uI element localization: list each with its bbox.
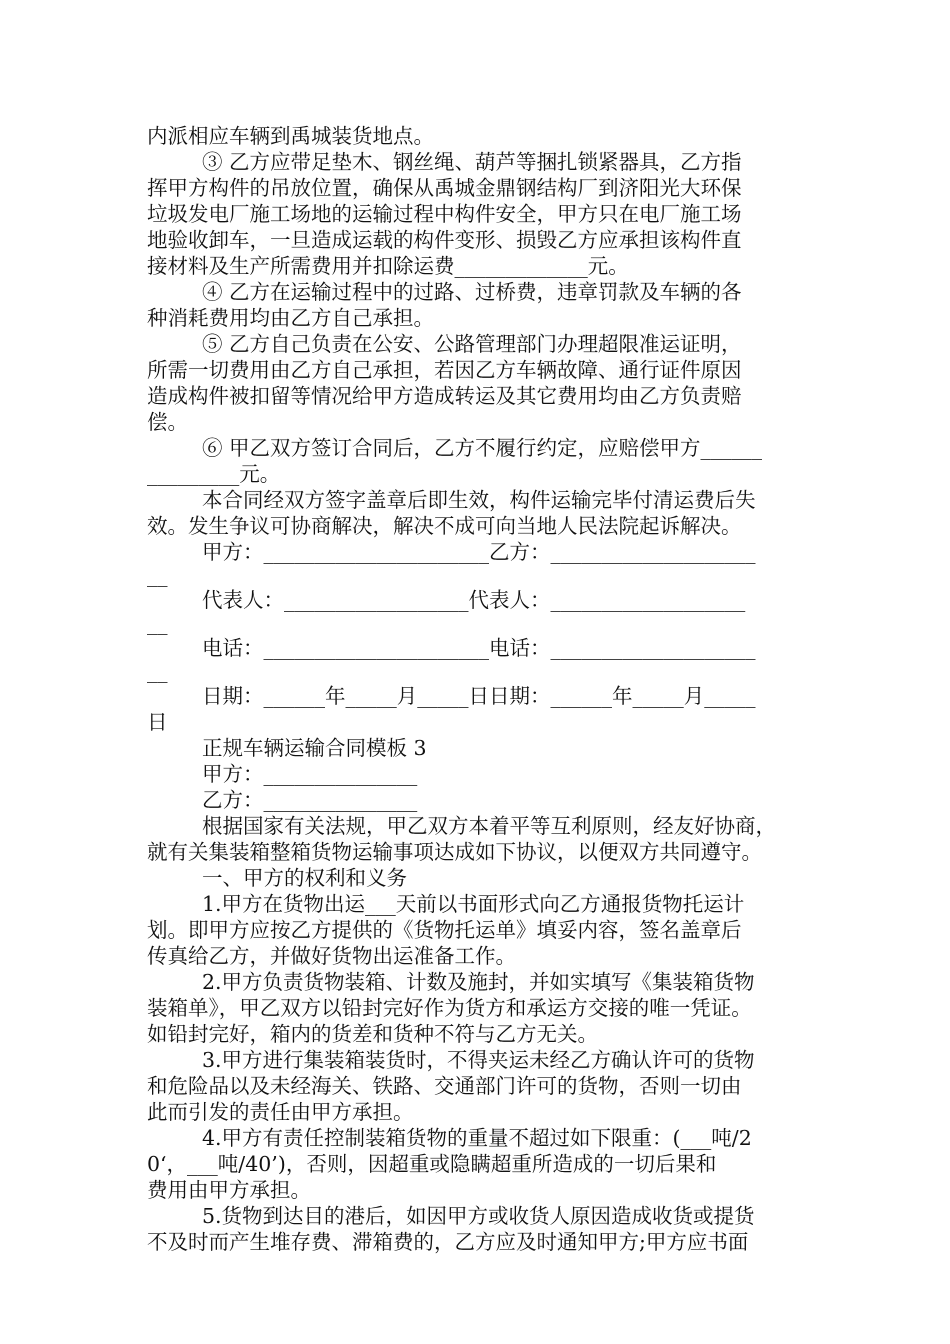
clause-line: 偿。 [147, 410, 188, 434]
item-line: 和危险品以及未经海关、铁路、交通部门许可的货物，否则一切由 [147, 1074, 742, 1098]
item-1-line: 1.甲方在货物出运___天前以书面形式向乙方通报货物托运计 [202, 892, 745, 916]
party-b-line: 乙方：_______________ [202, 788, 418, 812]
clause-line: 垃圾发电厂施工场地的运输过程中构件安全，甲方只在电厂施工场 [147, 202, 742, 226]
preamble-line: 根据国家有关法规，甲乙双方本着平等互利原则，经友好协商， [202, 814, 776, 838]
item-4-line: 4.甲方有责任控制装箱货物的重量不超过如下限重：(___吨/2 [202, 1126, 752, 1150]
signature-date-tail: 日 [147, 710, 168, 734]
clause-6-line: ⑥ 甲乙双方签订合同后，乙方不履行约定，应赔偿甲方______ [202, 436, 763, 460]
clause-line: 造成构件被扣留等情况给甲方造成转运及其它费用均由乙方负责赔 [147, 384, 742, 408]
item-2-line: 2.甲方负责货物装箱、计数及施封，并如实填写《集装箱货物 [202, 970, 755, 994]
item-5-line: 5.货物到达目的港后，如因甲方或收货人原因造成收货或提货 [202, 1204, 755, 1228]
effect-clause-line: 本合同经双方签字盖章后即生效，构件运输完毕付清运费后失 [202, 488, 756, 512]
preamble-line: 就有关集装箱整箱货物运输事项达成如下协议，以便双方共同遵守。 [147, 840, 762, 864]
clause-line: 地验收卸车，一旦造成运载的构件变形、损毁乙方应承担该构件直 [147, 228, 742, 252]
clause-3-line: ③ 乙方应带足垫木、钢丝绳、葫芦等捆扎锁紧器具，乙方指 [202, 150, 742, 174]
clause-line: 挥甲方构件的吊放位置，确保从禹城金鼎钢结构厂到济阳光大环保 [147, 176, 742, 200]
clause-line: 种消耗费用均由乙方自己承担。 [147, 306, 434, 330]
signature-overflow: __ [147, 563, 168, 587]
signature-date-row: 日期：______年_____月_____日日期：______年_____月_____ [202, 684, 756, 708]
item-line: 划。即甲方应按乙方提供的《货物托运单》填妥内容，签名盖章后 [147, 918, 742, 942]
item-line: 如铅封完好，箱内的货差和货种不符与乙方无关。 [147, 1022, 598, 1046]
clause-4-line: ④ 乙方在运输过程中的过路、过桥费，违章罚款及车辆的各 [202, 280, 742, 304]
effect-clause-line: 效。发生争议可协商解决，解决不成可向当地人民法院起诉解决。 [147, 514, 742, 538]
document-page [147, 123, 809, 1255]
clause-line: 接材料及生产所需费用并扣除运费_____________元。 [147, 254, 629, 278]
clause-line: 内派相应车辆到禹城装货地点。 [147, 124, 434, 148]
item-line: 0‘，___吨/40’)，否则，因超重或隐瞒超重所造成的一切后果和 [147, 1152, 717, 1176]
item-3-line: 3.甲方进行集装箱装货时，不得夹运未经乙方确认许可的货物 [202, 1048, 755, 1072]
item-line: 不及时而产生堆存费、滞箱费的，乙方应及时通知甲方;甲方应书面 [147, 1230, 749, 1254]
section-heading: 一、甲方的权利和义务 [202, 866, 407, 890]
signature-phone-row: 电话：______________________电话：____________________ [202, 636, 756, 660]
signature-overflow: __ [147, 659, 168, 683]
item-line: 费用由甲方承担。 [147, 1178, 311, 1202]
item-line: 装箱单》，甲乙双方以铅封完好作为货方和承运方交接的唯一凭证。 [147, 996, 752, 1020]
item-line: 传真给乙方，并做好货物出运准备工作。 [147, 944, 516, 968]
signature-overflow: __ [147, 611, 168, 635]
clause-5-line: ⑤ 乙方自己负责在公安、公路管理部门办理超限准运证明， [202, 332, 742, 356]
section-title: 正规车辆运输合同模板 3 [202, 736, 427, 760]
signature-party-row: 甲方：______________________乙方：____________________ [202, 540, 756, 564]
signature-representative-row: 代表人：__________________代表人：___________________ [202, 588, 746, 612]
clause-line: _________元。 [147, 462, 281, 486]
party-a-line: 甲方：_______________ [202, 762, 418, 786]
item-line: 此而引发的责任由甲方承担。 [147, 1100, 414, 1124]
clause-line: 所需一切费用由乙方自己承担，若因乙方车辆故障、通行证件原因 [147, 358, 742, 382]
